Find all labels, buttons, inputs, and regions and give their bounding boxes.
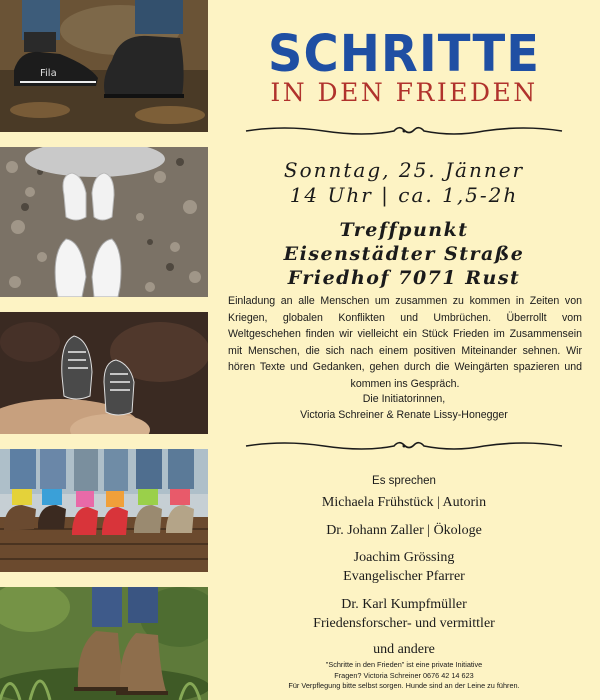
footer-note <box>208 660 600 692</box>
colorful-socks-on-wooden-deck-photo <box>0 449 208 572</box>
photo-strip <box>0 0 208 700</box>
boots-on-forest-path-photo <box>0 0 208 132</box>
meeting-point-label: Treffpunkt <box>339 219 469 241</box>
speaker-item: Dr. Karl Kumpfmüller <box>341 597 467 612</box>
swirl-divider-icon <box>244 438 564 454</box>
speaker-role: Friedensforscher- und vermittler <box>313 616 495 631</box>
flyer-content <box>208 0 600 700</box>
meeting-point-street: Eisenstädter Straße <box>283 243 525 265</box>
speaker-item: und andere <box>373 642 435 657</box>
hiking-boots-in-grass-photo <box>0 587 208 700</box>
speaker-item: Dr. Johann Zaller | Ökologe <box>326 523 482 538</box>
speaker-item: Michaela Frühstück | Autorin <box>321 495 487 510</box>
sneakers-on-dark-ground-photo <box>0 312 208 434</box>
meeting-point-place: Friedhof 7071 Rust <box>287 267 521 289</box>
initiators-label: Die Initiatorinnen, <box>362 393 446 405</box>
speaker-item: Joachim Grössing <box>353 550 455 565</box>
speaker-role: Evangelischer Pfarrer <box>343 569 465 584</box>
flyer-title: SCHRITTE <box>267 24 541 84</box>
footer-line: Für Verpflegung bitte selbst sorgen. Hunde sind an der Leine zu führen. <box>288 681 520 690</box>
white-sneakers-on-gravel-photo <box>0 147 208 297</box>
swirl-divider-icon <box>244 123 564 139</box>
flyer-subtitle: IN DEN FRIEDEN <box>270 78 538 107</box>
initiators-names: Victoria Schreiner & Renate Lissy-Honegger <box>300 409 508 421</box>
svg-text:Fila: Fila <box>40 68 57 79</box>
invitation-text: Einladung an alle Menschen um zusammen zu kommen in Zeiten von Kriegen, globalen Konflikten und Umbrüchen. Überrollt vom Weltgeschehen finden wir vielleicht ein Stück Frieden im Zusammensein mit Menschen, die sich nach einem positiven Miteinander sehnen. Wir hören Texte und Gedanken, gehen durch die Weingärten spazieren und kommen ins Gespräch. <box>228 295 582 390</box>
footer-line: "Schritte in den Frieden" ist eine private Initiative <box>325 660 483 669</box>
speakers-heading: Es sprechen <box>372 475 436 487</box>
event-date: Sonntag, 25. Jänner <box>283 158 525 182</box>
footer-line: Fragen? Victoria Schreiner 0676 42 14 623 <box>334 670 474 680</box>
event-time: 14 Uhr | ca. 1,5-2h <box>289 183 519 207</box>
